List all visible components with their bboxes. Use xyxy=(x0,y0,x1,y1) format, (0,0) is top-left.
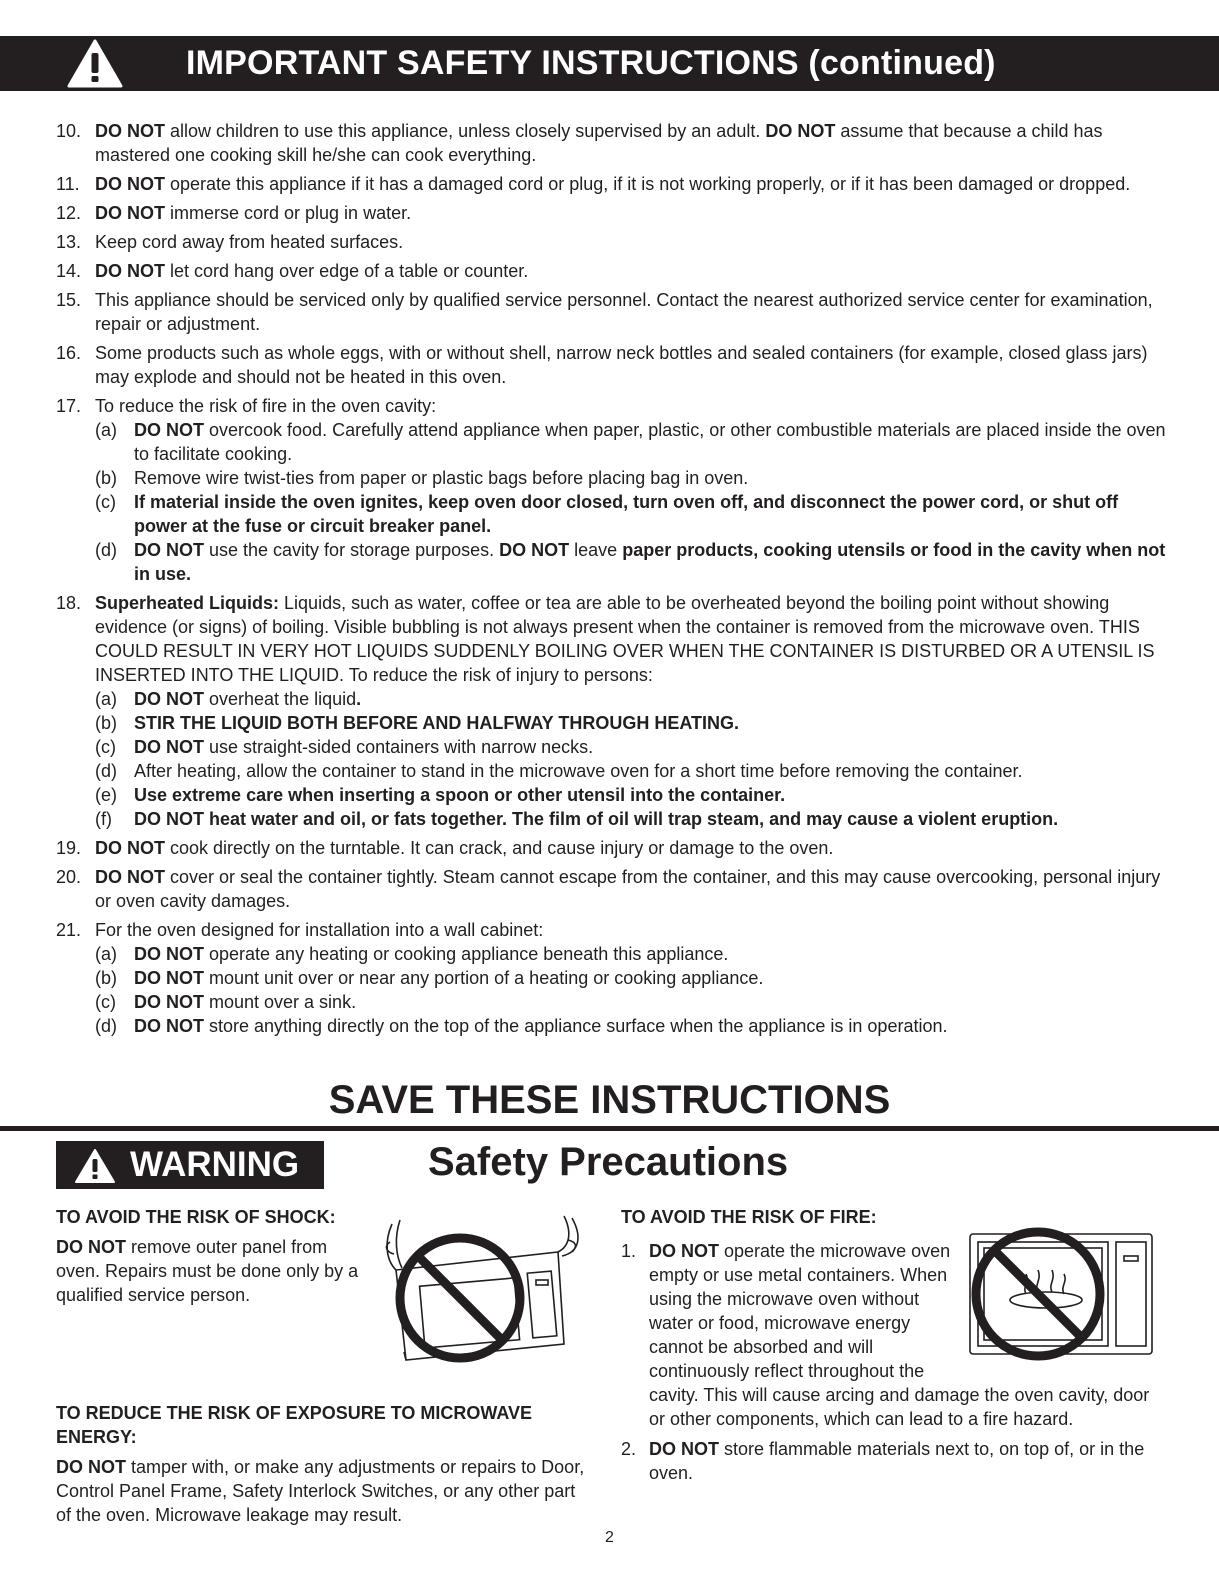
text: operate any heating or cooking appliance beneath this appliance. xyxy=(204,944,729,964)
text: store anything directly on the top of the appliance surface when the appliance is in operation. xyxy=(204,1016,948,1036)
bold-text: DO NOT xyxy=(134,1016,204,1036)
sub-item xyxy=(95,1014,1166,1038)
fire-item-body: store flammable materials next to, on top of, or in the oven. xyxy=(649,1439,1145,1483)
item-number: 10. xyxy=(56,121,82,141)
item-text xyxy=(95,341,1166,389)
text: use straight-sided containers with narrow necks. xyxy=(204,737,594,757)
item-text xyxy=(95,288,1166,336)
sub-item-text xyxy=(134,735,1166,759)
text: mount unit over or near any portion of a heating or cooking appliance. xyxy=(204,968,764,988)
text: overcook food. Carefully attend appliance when paper, plastic, or other combustible materials are placed inside the oven to facilitate cooking. xyxy=(134,420,1166,464)
list-item xyxy=(56,865,1166,913)
list-item xyxy=(56,259,1166,283)
text: let cord hang over edge of a table or counter. xyxy=(165,261,529,281)
sub-item-text xyxy=(134,783,1166,807)
bold-text: Use extreme care when inserting a spoon or other utensil into the container. xyxy=(134,785,786,805)
fire-item-body: operate the microwave oven empty or use metal containers. When using the microwave oven without water or food, microwave energy cannot be absorbed and will continuously reflect throughout the cavity. This will cause arcing and damage the oven cavity, door or other components, which can lead to a fire hazard. xyxy=(649,1241,1150,1429)
text: allow children to use this appliance, unless closely supervised by an adult. xyxy=(165,121,766,141)
fire-item xyxy=(621,1437,1161,1485)
text: overheat the liquid xyxy=(204,689,357,709)
fire-item-lead: DO NOT xyxy=(649,1241,719,1261)
sub-item-letter: (c) xyxy=(95,992,116,1012)
sub-item-letter: (a) xyxy=(95,420,117,440)
exposure-body: tamper with, or make any adjustments or repairs to Door, Control Panel Frame, Safety Interlock Switches, or any other part of the oven. Microwave leakage may result. xyxy=(56,1457,585,1525)
sub-item-letter: (c) xyxy=(95,737,116,757)
bold-text: If material inside the oven ignites, keep oven door closed, turn oven off, and disconnect the power cord, or shut off power at the fuse or circuit breaker panel. xyxy=(134,492,1119,536)
text: To reduce the risk of fire in the oven cavity: xyxy=(95,396,437,416)
sub-item-text xyxy=(134,711,1166,735)
item-text xyxy=(95,230,1166,254)
sub-item xyxy=(95,966,1166,990)
text: assume that because a child has mastered one cooking skill he/she can cook everything. xyxy=(95,121,1103,165)
warning-triangle-icon xyxy=(66,38,124,93)
exposure-lead: DO NOT xyxy=(56,1457,126,1477)
item-number: 19. xyxy=(56,838,82,858)
item-text xyxy=(95,836,1166,860)
bold-text: DO NOT xyxy=(95,174,165,194)
sub-item-letter: (d) xyxy=(95,1016,117,1036)
sub-item-text xyxy=(134,807,1166,831)
item-number: 12. xyxy=(56,203,82,223)
list-item xyxy=(56,918,1166,1038)
sub-item-letter: (b) xyxy=(95,468,117,488)
no-remove-panel-illustration xyxy=(382,1212,588,1370)
item-number: 21. xyxy=(56,920,82,940)
page-title: IMPORTANT SAFETY INSTRUCTIONS (continued) xyxy=(186,44,996,82)
shock-lead: DO NOT xyxy=(56,1237,126,1257)
text: operate this appliance if it has a damaged cord or plug, if it is not working properly, or if it has been damaged or dropped. xyxy=(165,174,1131,194)
header-banner xyxy=(0,36,1219,91)
bold-text: DO NOT xyxy=(134,420,204,440)
item-text xyxy=(95,865,1166,913)
sub-item-letter: (a) xyxy=(95,944,117,964)
sub-item-text xyxy=(134,966,1166,990)
bold-text: DO NOT xyxy=(499,540,570,560)
item-text xyxy=(95,394,1166,418)
warning-label: WARNING xyxy=(130,1145,300,1184)
page-number: 2 xyxy=(605,1529,614,1546)
item-text xyxy=(95,201,1166,225)
sub-item-text xyxy=(134,466,1166,490)
bold-text: DO NOT xyxy=(134,737,204,757)
text: For the oven designed for installation into a wall cabinet: xyxy=(95,920,544,940)
text: mount over a sink. xyxy=(204,992,357,1012)
sub-item-text xyxy=(134,418,1166,466)
bold-text: paper products, cooking utensils or food in the cavity when not in use. xyxy=(134,540,1166,584)
sub-item-letter: (d) xyxy=(95,540,117,560)
bold-text: STIR THE LIQUID BOTH BEFORE AND HALFWAY THROUGH HEATING. xyxy=(134,713,740,733)
sub-item-letter: (c) xyxy=(95,492,116,512)
divider xyxy=(0,1126,1219,1131)
bold-text: DO NOT xyxy=(95,838,165,858)
warning-triangle-icon xyxy=(74,1148,116,1189)
item-number: 13. xyxy=(56,232,82,252)
text: immerse cord or plug in water. xyxy=(165,203,412,223)
sub-item-text xyxy=(134,538,1166,586)
bold-text: . xyxy=(356,689,362,709)
fire-item-number: 2. xyxy=(621,1439,637,1459)
bold-text: DO NOT xyxy=(134,968,204,988)
list-item xyxy=(56,394,1166,586)
item-number: 20. xyxy=(56,867,82,887)
list-item xyxy=(56,288,1166,336)
item-number: 16. xyxy=(56,343,82,363)
item-number: 15. xyxy=(56,290,82,310)
list-item xyxy=(56,119,1166,167)
bold-text: DO NOT xyxy=(134,689,204,709)
sub-item xyxy=(95,466,1166,490)
sub-item-text xyxy=(134,942,1166,966)
bold-text: DO NOT xyxy=(95,121,165,141)
text: use the cavity for storage purposes. xyxy=(204,540,500,560)
bold-text: DO NOT xyxy=(134,540,204,560)
sub-item-letter: (e) xyxy=(95,785,117,805)
item-number: 14. xyxy=(56,261,82,281)
sub-item-text xyxy=(134,490,1166,538)
bold-text: DO NOT xyxy=(95,203,165,223)
bold-text: DO NOT xyxy=(134,992,204,1012)
text: Some products such as whole eggs, with or without shell, narrow neck bottles and sealed containers (for example, closed glass jars) may explode and should not be heated in this oven. xyxy=(95,343,1148,387)
exposure-section xyxy=(56,1401,596,1527)
sub-item-text xyxy=(134,990,1166,1014)
sub-item-letter: (f) xyxy=(95,809,112,829)
list-item xyxy=(56,172,1166,196)
sub-item xyxy=(95,942,1166,966)
sub-item xyxy=(95,538,1166,586)
shock-body: remove outer panel from oven. Repairs must be done only by a qualified service person. xyxy=(56,1237,359,1305)
shock-text xyxy=(56,1235,366,1307)
sub-item-text xyxy=(134,687,1166,711)
fire-item-lead: DO NOT xyxy=(649,1439,719,1459)
bold-text: Superheated Liquids: xyxy=(95,593,280,613)
warning-badge xyxy=(56,1141,324,1189)
sub-item-letter: (a) xyxy=(95,689,117,709)
item-text xyxy=(95,172,1166,196)
text: cover or seal the container tightly. Steam cannot escape from the container, and this may cause overcooking, personal injury or oven cavity damages. xyxy=(95,867,1161,911)
item-text xyxy=(95,259,1166,283)
text: Keep cord away from heated surfaces. xyxy=(95,232,404,252)
exposure-heading: TO REDUCE THE RISK OF EXPOSURE TO MICROWAVE ENERGY: xyxy=(56,1403,533,1447)
list-item xyxy=(56,230,1166,254)
sub-item xyxy=(95,735,1166,759)
sub-item xyxy=(95,807,1166,831)
text: This appliance should be serviced only by qualified service personnel. Contact the nearest authorized service center for examination, repair or adjustment. xyxy=(95,290,1153,334)
shock-heading: TO AVOID THE RISK OF SHOCK: xyxy=(56,1207,336,1227)
list-item xyxy=(56,341,1166,389)
exposure-text xyxy=(56,1455,591,1527)
item-text xyxy=(95,918,1166,942)
list-item xyxy=(56,201,1166,225)
bold-text: DO NOT xyxy=(765,121,836,141)
sub-item-letter: (d) xyxy=(95,761,117,781)
text: Liquids, such as water, coffee or tea are able to be overheated beyond the boiling point without showing evidence (or signs) of boiling. Visible bubbling is not always present when the container is removed from the microwave oven. THIS COULD RESULT IN VERY HOT LIQUIDS SUDDENLY BOILING OVER WHEN THE CONTAINER IS DISTURBED OR A UTENSIL IS INSERTED INTO THE LIQUID. To reduce the risk of injury to persons: xyxy=(95,593,1155,685)
item-number: 11. xyxy=(56,174,80,194)
item-text xyxy=(95,119,1166,167)
no-empty-operation-illustration xyxy=(966,1222,1156,1372)
sub-item xyxy=(95,711,1166,735)
item-number: 17. xyxy=(56,396,82,416)
shock-section xyxy=(56,1205,366,1307)
safety-precautions-title: Safety Precautions xyxy=(428,1140,789,1184)
save-instructions-title: SAVE THESE INSTRUCTIONS xyxy=(328,1078,891,1122)
bold-text: DO NOT xyxy=(134,944,204,964)
sub-item xyxy=(95,418,1166,466)
text: leave xyxy=(569,540,623,560)
sub-item-letter: (b) xyxy=(95,968,117,988)
sub-item-text xyxy=(134,1014,1166,1038)
sub-item xyxy=(95,759,1166,783)
sub-item xyxy=(95,687,1166,711)
bold-text: DO NOT xyxy=(95,867,165,887)
sub-item xyxy=(95,990,1166,1014)
sub-item xyxy=(95,490,1166,538)
sub-item xyxy=(95,783,1166,807)
fire-heading: TO AVOID THE RISK OF FIRE: xyxy=(621,1207,877,1227)
text: After heating, allow the container to stand in the microwave oven for a short time before removing the container. xyxy=(134,761,1023,781)
text: cook directly on the turntable. It can crack, and cause injury or damage to the oven. xyxy=(165,838,834,858)
list-item xyxy=(56,591,1166,831)
instructions-list xyxy=(56,119,1166,1043)
bold-text: DO NOT xyxy=(95,261,165,281)
text: Remove wire twist-ties from paper or plastic bags before placing bag in oven. xyxy=(134,468,749,488)
bold-text: DO NOT heat water and oil, or fats together. The film of oil will trap steam, and may cause a violent eruption. xyxy=(134,809,1059,829)
sub-item-text xyxy=(134,759,1166,783)
sub-item-letter: (b) xyxy=(95,713,117,733)
item-number: 18. xyxy=(56,593,82,613)
list-item xyxy=(56,836,1166,860)
fire-item-number: 1. xyxy=(621,1241,637,1261)
item-text xyxy=(95,591,1166,687)
